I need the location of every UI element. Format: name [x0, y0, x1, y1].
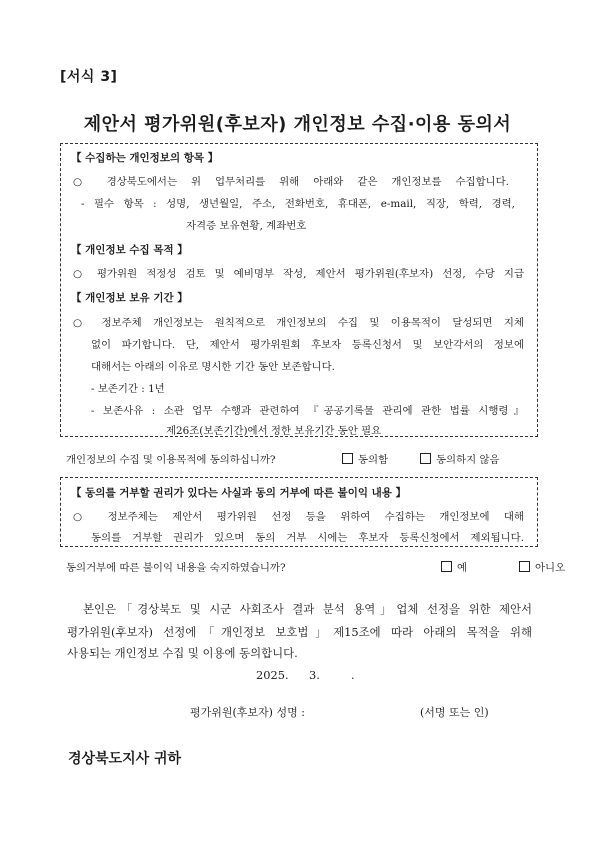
form-number-tag: [서식 3]: [60, 69, 118, 85]
retention-line-2: 없이 파기합니다. 단, 제안서 평가위원회 후보자 등록신청서 및 보안각서의 정보에: [91, 339, 524, 351]
items-required-list: - 필수 항목 : 성명, 생년월일, 주소, 전화번호, 휴대폰, e-mail, 직장, 학력, 경력,: [81, 198, 515, 210]
acknowledge-question: 동의거부에 따른 불이익 내용을 숙지하였습니까?: [66, 562, 286, 574]
purpose-line: ○ 평가위원 적정성 검토 및 예비명부 작성, 제안서 평가위원(후보자) 선정, 수당 지급: [73, 268, 524, 280]
retention-reason-1: - 보존사유 : 소관 업무 수행과 관련하여 『공공기록물 관리에 관한 법률 시행령』: [91, 405, 524, 417]
agree-option[interactable]: [342, 451, 388, 466]
agree-checkbox[interactable]: [342, 453, 353, 464]
acknowledge-yes-option[interactable]: [441, 559, 467, 574]
consent-line-3: 사용되는 개인정보 수집 및 이용에 동의합니다.: [67, 646, 298, 660]
section-heading-refusal: 【 동의를 거부할 권리가 있다는 사실과 동의 거부에 따른 불이익 내용 】: [71, 487, 407, 499]
consent-line-2: 평가위원(후보자) 선정에「개인정보 보호법」제15조에 따라 아래의 목적을 위해: [67, 625, 532, 639]
retention-line-3: 대해서는 아래의 이유로 명시한 기간 동안 보존합니다.: [91, 361, 335, 373]
section-heading-retention: 【 개인정보 보유 기간 】: [71, 292, 188, 304]
disagree-option-label: 동의하지 않음: [436, 454, 500, 466]
refusal-line-1: ○ 정보주체는 제안서 평가위원 선정 등을 위하여 수집하는 개인정보에 대해: [73, 511, 524, 523]
section-heading-items: 【 수집하는 개인정보의 항목 】: [71, 152, 219, 164]
agree-option-label: 동의함: [358, 454, 389, 466]
yes-checkbox[interactable]: [441, 561, 452, 572]
section-heading-purpose: 【 개인정보 수집 목적 】: [71, 244, 188, 256]
no-checkbox[interactable]: [519, 561, 530, 572]
date-month: 3.: [309, 668, 320, 682]
disagree-checkbox[interactable]: [420, 453, 431, 464]
date-day: .: [351, 668, 355, 682]
signature-field[interactable]: [346, 701, 406, 717]
retention-line-1: ○ 정보주체 개인정보는 원칙적으로 개인정보의 수집 및 이용목적이 달성되면 지체: [73, 317, 524, 329]
acknowledge-no-option[interactable]: [519, 559, 565, 574]
agree-question: 개인정보의 수집 및 이용목적에 동의하십니까?: [66, 454, 276, 466]
signature-hint: (서명 또는 인): [420, 706, 489, 719]
items-required-list-cont: 자격증 보유현황, 계좌번호: [186, 220, 307, 232]
signature-label: 평가위원(후보자) 성명 :: [190, 706, 305, 719]
retention-reason-2: 제26조(보존기간)에서 정한 보유기간 동안 필요: [166, 425, 382, 437]
addressee: 경상북도지사 귀하: [68, 751, 182, 767]
date-year: 2025.: [256, 668, 289, 682]
retention-period: - 보존기간 : 1년: [91, 383, 165, 395]
no-option-label: 아니오: [535, 562, 566, 574]
document-title: 제안서 평가위원(후보자) 개인정보 수집·이용 동의서: [83, 114, 512, 135]
disagree-option[interactable]: [420, 451, 500, 466]
yes-option-label: 예: [457, 562, 468, 574]
consent-line-1: 본인은「경상북도 및 시군 사회조사 결과 분석 용역」업체 선정을 위한 제안서: [83, 602, 532, 616]
refusal-line-2: 동의를 거부할 권리가 있으며 동의 거부 시에는 후보자 등록신청에서 제외됩니다.: [91, 532, 524, 544]
items-line-1: ○ 경상북도에서는 위 업무처리를 위해 아래와 같은 개인정보를 수집합니다.: [73, 176, 509, 188]
